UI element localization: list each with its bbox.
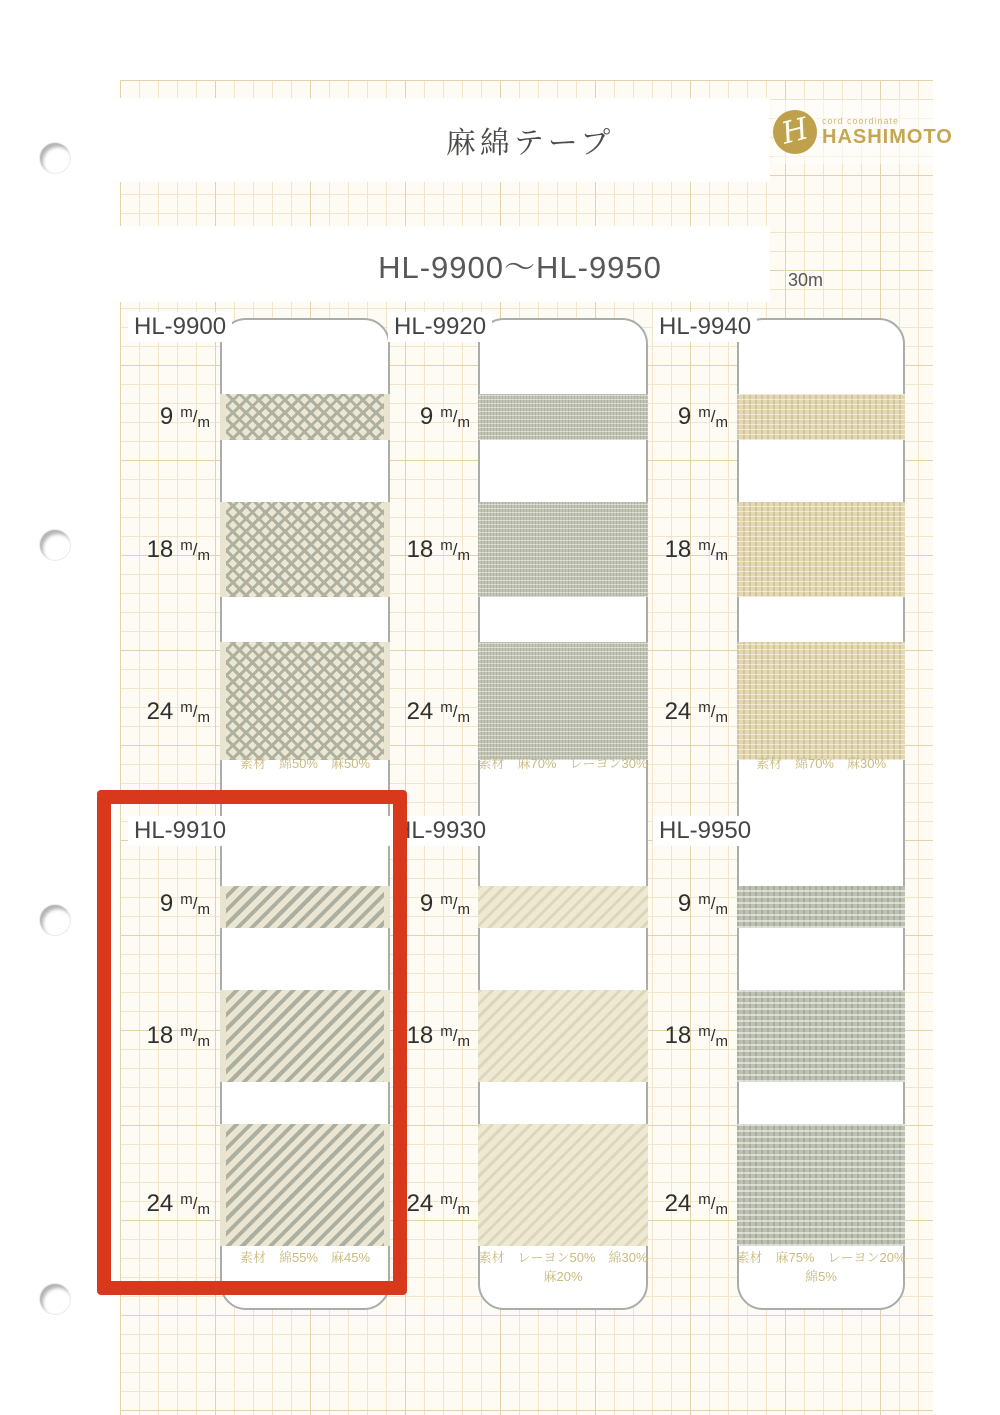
section-code-hl9920: HL-9920 [388, 312, 492, 342]
size-label-9mm: 9 $^m$/m [419, 890, 470, 918]
size-label-9mm: 9 $^m$/m [419, 403, 470, 431]
logo-monogram-icon: H [773, 110, 817, 154]
material-label-hl9900: 素材 綿50% 麻50% [239, 756, 371, 771]
size-label-18mm: 18 $^m$/m [664, 1022, 728, 1050]
punch-hole [40, 143, 70, 173]
sample-card-hl9920-hl9930 [478, 318, 648, 1310]
tape-sample-hl9940-18mm [737, 502, 905, 597]
tape-sample-hl9920-9mm [478, 394, 648, 440]
size-label-24mm: 24 $^m$/m [406, 698, 470, 726]
section-code-hl9940: HL-9940 [653, 312, 757, 342]
size-label-9mm: 9 $^m$/m [677, 403, 728, 431]
logo-tagline: cord coordinate [822, 115, 900, 126]
length-label: 30m [788, 270, 824, 290]
size-label-18mm: 18 $^m$/m [664, 536, 728, 564]
material-label-hl9940: 素材 綿70% 麻30% [755, 756, 887, 771]
size-label-18mm: 18 $^m$/m [146, 1022, 210, 1050]
section-code-hl9900: HL-9900 [128, 312, 232, 342]
logo-name: HASHIMOTO [822, 125, 953, 148]
size-label-18mm: 18 $^m$/m [406, 536, 470, 564]
logo-text [822, 115, 953, 149]
size-label-18mm: 18 $^m$/m [146, 536, 210, 564]
size-label-9mm: 9 $^m$/m [159, 890, 210, 918]
tape-sample-hl9900-9mm [220, 394, 390, 440]
size-label-9mm: 9 $^m$/m [159, 403, 210, 431]
tape-sample-hl9930-24mm [478, 1124, 648, 1246]
tape-sample-hl9940-24mm [737, 642, 905, 760]
tape-sample-hl9920-18mm [478, 502, 648, 597]
size-label-24mm: 24 $^m$/m [146, 1190, 210, 1218]
tape-sample-hl9940-9mm [737, 394, 905, 440]
tape-sample-hl9950-18mm [737, 990, 905, 1082]
tape-sample-hl9930-18mm [478, 990, 648, 1082]
highlight-box-hl9910 [97, 790, 407, 1295]
material-label-hl9930: 素材 レーヨン50% 綿30% 麻20% [478, 1250, 648, 1284]
section-code-hl9930: HL-9930 [388, 816, 492, 846]
product-range-title: HL-9900～HL-9950 [378, 249, 662, 285]
tape-sample-hl9900-24mm [220, 642, 390, 760]
size-label-9mm: 9 $^m$/m [677, 890, 728, 918]
tape-sample-hl9930-9mm [478, 886, 648, 928]
hashimoto-logo [773, 100, 953, 164]
size-label-24mm: 24 $^m$/m [664, 1190, 728, 1218]
material-label-hl9920: 素材 麻70% レーヨン30% [478, 756, 648, 771]
material-label-hl9910: 素材 綿55% 麻45% [239, 1250, 371, 1265]
tape-sample-hl9920-24mm [478, 642, 648, 760]
punch-hole [40, 1284, 70, 1314]
tape-sample-hl9950-9mm [737, 886, 905, 928]
size-label-24mm: 24 $^m$/m [406, 1190, 470, 1218]
section-code-hl9950: HL-9950 [653, 816, 757, 846]
section-code-hl9910: HL-9910 [128, 816, 232, 846]
tape-sample-hl9900-18mm [220, 502, 390, 597]
page-title: 麻綿テープ [445, 127, 615, 160]
punch-hole [40, 530, 70, 560]
subtitle-strip [120, 226, 770, 302]
size-label-18mm: 18 $^m$/m [406, 1022, 470, 1050]
tape-sample-hl9950-24mm [737, 1124, 905, 1246]
size-label-24mm: 24 $^m$/m [146, 698, 210, 726]
material-label-hl9950: 素材 麻75% レーヨン20% 綿5% [736, 1250, 906, 1284]
title-strip [120, 98, 770, 182]
size-label-24mm: 24 $^m$/m [664, 698, 728, 726]
punch-hole [40, 905, 70, 935]
sample-card-hl9940-hl9950 [737, 318, 905, 1310]
